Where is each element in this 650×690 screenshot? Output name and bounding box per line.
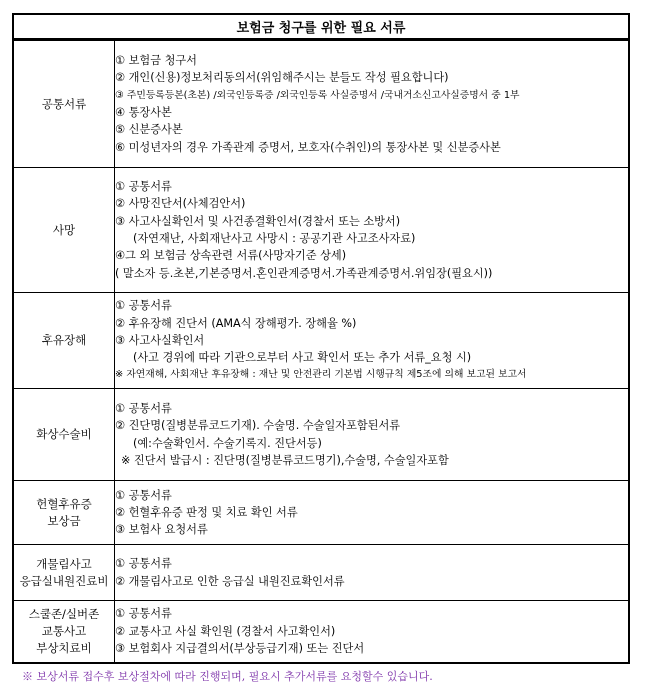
list-item: ③ 보험회사 지급결의서(부상등급기재) 또는 진단서 — [115, 641, 365, 655]
items-disability — [115, 293, 630, 389]
list-item: ① 공통서류 — [115, 488, 172, 502]
list-item: ① 공통서류 — [115, 607, 172, 621]
items-dog-bite — [115, 545, 630, 601]
list-item: ④ 통장사본 — [115, 106, 172, 119]
list-item: ① 보험금 청구서 — [115, 54, 197, 68]
table-row — [13, 545, 629, 601]
list-item: ② 진단명(질병분류코드기재). 수술명. 수술일자포함된서류 — [115, 419, 401, 433]
list-item: ⑤ 신분증사본 — [115, 123, 183, 137]
category-blood-donation: 헌혈후유증 보상금 — [13, 481, 115, 545]
items-school-zone — [115, 601, 630, 663]
items-burn-surgery — [115, 389, 630, 481]
items-death — [115, 168, 630, 293]
list-item: (자연재난, 사회재난사고 사망시 : 공공기관 사고조사자료) — [133, 232, 416, 245]
list-item: ※ 진단서 발급시 : 진단명(질병분류코드명기),수술명, 수술일자포함 — [121, 453, 449, 467]
category-death: 사망 — [13, 168, 115, 293]
list-item: ② 개인(신용)정보처리동의서(위임해주시는 분들도 작성 필요합니다) — [115, 71, 449, 85]
category-school-zone: 스쿨존/실버존 교통사고 부상치료비 — [13, 601, 115, 663]
list-item: ② 사망진단서(사체검안서) — [115, 197, 246, 211]
list-item: ③ 사고사실확인서 — [115, 333, 205, 347]
items-blood-donation — [115, 481, 630, 545]
footnote: ※ 보상서류 접수후 보상절차에 따라 진행되며, 필요시 추가서류를 요청할수 있습니다. — [22, 670, 433, 683]
list-item: ① 공통서류 — [115, 401, 172, 415]
document-title: 보험금 청구를 위한 필요 서류 — [12, 13, 630, 40]
list-item: ② 개물림사고로 인한 응급실 내원진료확인서류 — [115, 574, 345, 588]
category-burn-surgery: 화상수술비 — [13, 389, 115, 481]
list-item: ( 말소자 등.초본,기본증명서.혼인관계증명서.가족관계증명서.위임장(필요시)) — [115, 266, 493, 280]
list-item: ① 공통서류 — [115, 557, 172, 571]
list-item: ① 공통서류 — [115, 299, 172, 313]
list-item: ② 후유장해 진단서 (AMA식 장해평가. 장해율 %) — [115, 316, 357, 330]
list-item: ③ 주민등록등본(초본) /외국인등록증 /외국인등록 사실증명서 /국내거소신고사실증명서 중 1부 — [115, 89, 520, 101]
table-row — [13, 481, 629, 545]
list-item: ① 공통서류 — [115, 180, 172, 194]
list-item: ② 헌혈후유증 판정 및 치료 확인 서류 — [115, 505, 298, 519]
table-row — [13, 293, 629, 389]
category-disability: 후유장해 — [13, 293, 115, 389]
required-documents-table — [12, 40, 630, 664]
list-item: (사고 경위에 따라 기관으로부터 사고 확인서 또는 추가 서류_요청 시) — [133, 351, 472, 365]
table-row — [13, 601, 629, 663]
table-row — [13, 41, 629, 168]
items-common-docs — [115, 41, 630, 168]
table-row — [13, 389, 629, 481]
list-item: (예:수술확인서. 수술기록지. 진단서등) — [133, 436, 322, 450]
list-item: ③ 사고사실확인서 및 사건종결확인서(경찰서 또는 소방서) — [115, 214, 401, 228]
list-item: ② 교통사고 사실 확인원 (경찰서 사고확인서) — [115, 624, 336, 638]
list-item: ④그 외 보험금 상속관련 서류(사망자기준 상세) — [115, 249, 347, 263]
list-item: ※ 자연재해, 사회재난 후유장해 : 재난 및 안전관리 기본법 시행규칙 제5조에 의해 보고된 보고서 — [115, 369, 527, 381]
table-row — [13, 168, 629, 293]
category-common-docs: 공통서류 — [13, 41, 115, 168]
category-dog-bite: 개물림사고 응급실내원진료비 — [13, 545, 115, 601]
list-item: ③ 보험사 요청서류 — [115, 523, 208, 537]
list-item: ⑥ 미성년자의 경우 가족관계 증명서, 보호자(수취인)의 통장사본 및 신분증사본 — [115, 140, 501, 154]
